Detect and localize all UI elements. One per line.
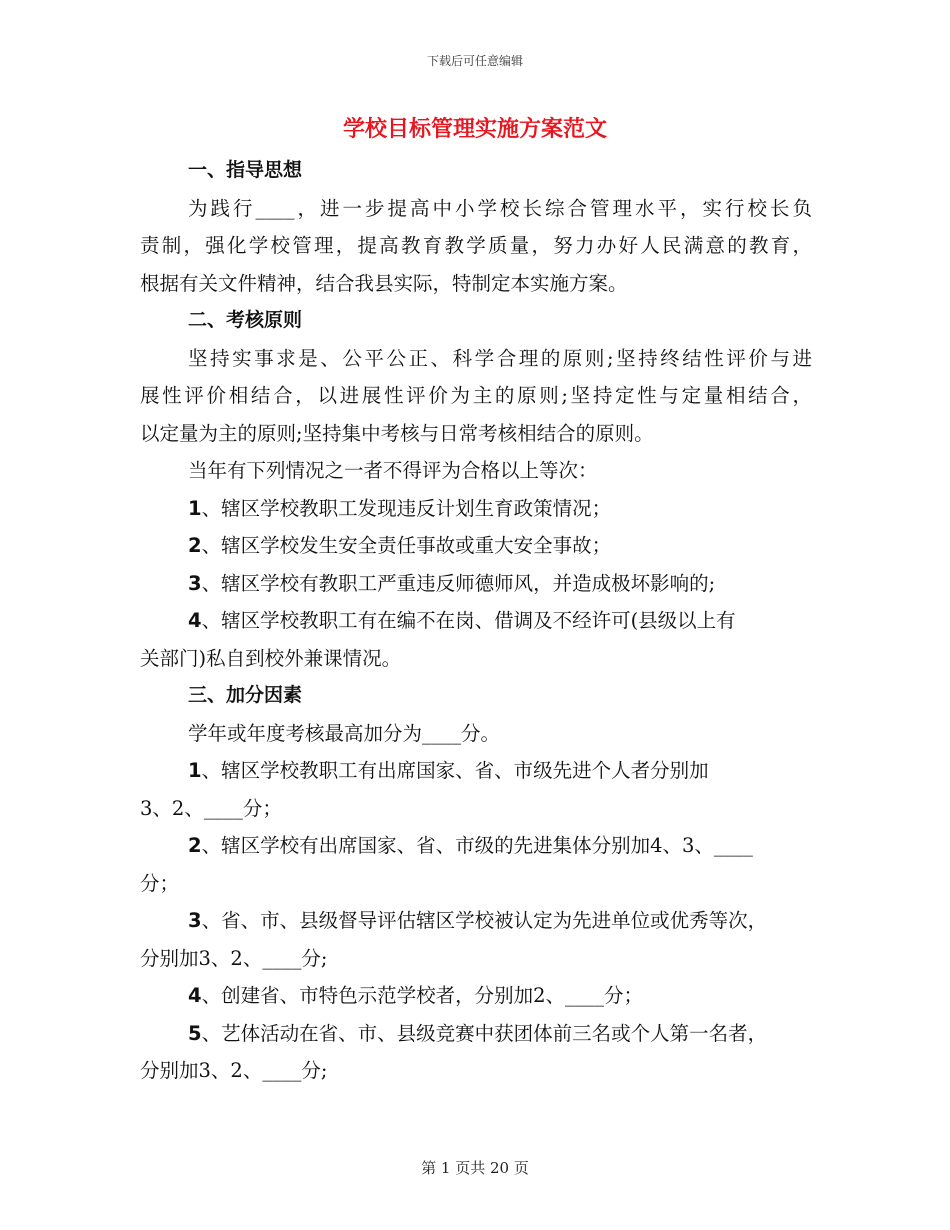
list-item-number: 2 — [188, 534, 202, 557]
list-item-text: 、辖区学校教职工有出席国家、省、市级先进个人者分别加 — [201, 759, 709, 782]
list-item — [140, 902, 812, 940]
list-item — [140, 527, 812, 565]
list-item — [140, 1015, 812, 1053]
list-item-number: 2 — [188, 834, 202, 857]
list-item — [140, 602, 812, 640]
paragraph-line: 责制，强化学校管理，提高教育教学质量，努力办好人民满意的教育， — [140, 234, 812, 257]
list-item-text: 、辖区学校有出席国家、省、市级的先进集体分别加4、3、____ — [201, 834, 753, 857]
list-item-text: 、辖区学校教职工有在编不在岗、借调及不经许可(县级以上有 — [201, 609, 736, 632]
list-item-number: 4 — [188, 609, 202, 632]
section-heading: 二、考核原则 — [188, 309, 303, 331]
list-item-continuation: 分别加3、2、____分; — [140, 946, 328, 970]
list-item — [140, 977, 812, 1015]
list-item-continuation: 关部门)私自到校外兼课情况。 — [140, 646, 402, 670]
list-item-continuation: 分； — [140, 871, 180, 895]
list-item — [140, 752, 812, 790]
document-body — [140, 152, 812, 1090]
page-footer: 第 1 页共 20 页 — [421, 1159, 529, 1177]
list-item-continuation: 分别加3、2、____分; — [140, 1059, 328, 1082]
paragraph-line: 坚持实事求是、公平公正、科学合理的原则;坚持终结性评价与进 — [188, 346, 812, 370]
paragraph-line: 学年或年度考核最高加分为____分。 — [188, 721, 501, 745]
document-title: 学校目标管理实施方案范文 — [342, 117, 607, 142]
list-item-number: 3 — [188, 909, 202, 932]
list-item-number: 4 — [188, 984, 202, 1007]
list-item-text: 、辖区学校教职工发现违反计划生育政策情况； — [201, 496, 612, 520]
paragraph-line: 当年有下列情况之一者不得评为合格以上等次： — [188, 459, 598, 482]
paragraph-line: 展性评价相结合，以进展性评价为主的原则;坚持定性与定量相结合， — [140, 384, 812, 407]
list-item-text: 、辖区学校有教职工严重违反师德师风，并造成极坏影响的; — [201, 571, 716, 595]
list-item-text: 、艺体活动在省、市、县级竞赛中获团体前三名或个人第一名者， — [201, 1021, 768, 1045]
section-heading: 三、加分因素 — [188, 684, 303, 706]
paragraph-line: 为践行____，进一步提高中小学校长综合管理水平，实行校长负 — [188, 196, 812, 220]
list-item-text: 、辖区学校发生安全责任事故或重大安全事故； — [201, 534, 612, 557]
list-item-number: 1 — [188, 759, 202, 782]
list-item-number: 1 — [188, 496, 202, 520]
paragraph-line: 根据有关文件精神，结合我县实际，特制定本实施方案。 — [140, 271, 628, 295]
section-heading: 一、指导思想 — [188, 159, 303, 181]
list-item-number: 5 — [188, 1021, 202, 1045]
list-item — [140, 565, 812, 603]
list-item-text: 、创建省、市特色示范学校者，分别加2、____分； — [201, 984, 643, 1007]
list-item-text: 、省、市、县级督导评估辖区学校被认定为先进单位或优秀等次， — [201, 909, 768, 932]
list-item — [140, 827, 812, 865]
header-note: 下载后可任意编辑 — [426, 54, 523, 68]
list-item-number: 3 — [188, 571, 202, 595]
list-item — [140, 490, 812, 528]
list-item-continuation: 3、2、____分； — [140, 796, 282, 820]
paragraph-line: 以定量为主的原则;坚持集中考核与日常考核相结合的原则。 — [140, 421, 654, 445]
